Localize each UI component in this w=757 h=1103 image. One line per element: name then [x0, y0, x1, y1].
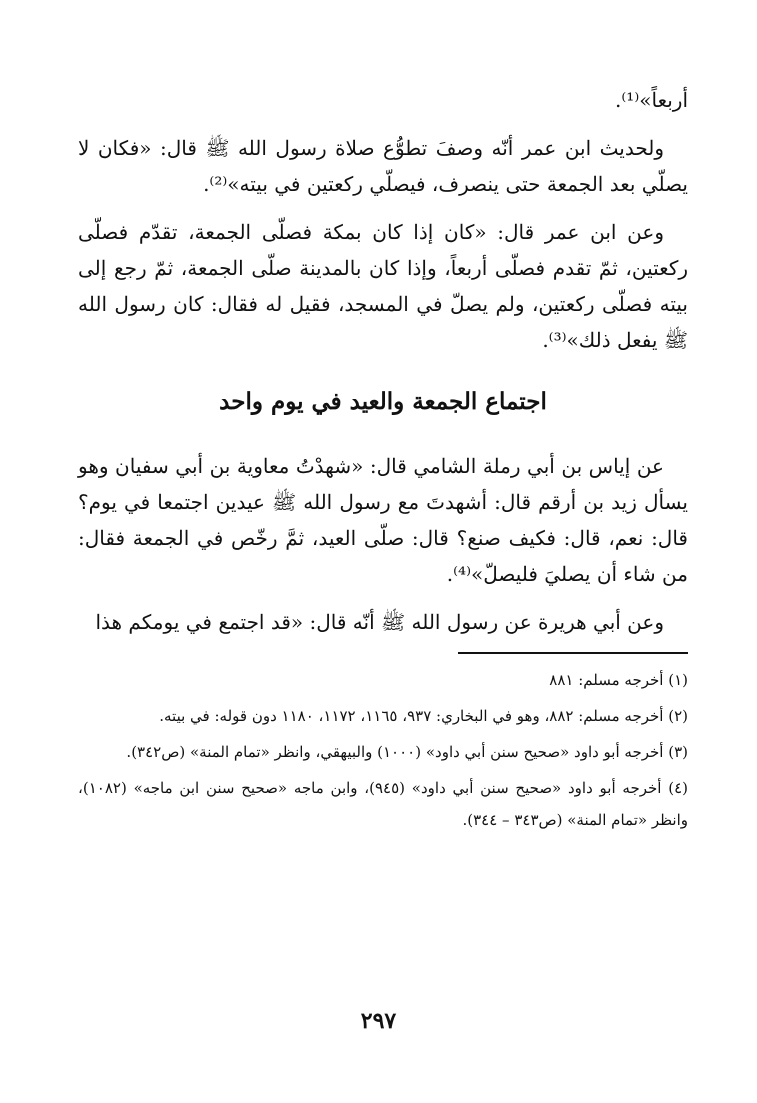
page-number: ٢٩٧ — [360, 1008, 397, 1034]
footnote-1: (١) أخرجه مسلم: ٨٨١ — [549, 671, 688, 689]
paragraph-iyas: عن إياس بن أبي رملة الشامي قال: «شهدْتُ معاوية بن أبي سفيان وهو يسأل زيد بن أرقم قال: أشهدتَ مع رسول الله ﷺ عيدين اجتمعا في يوم؟ قال: نعم، قال: فكيف صنع؟ قال: صلّى العيد، ثمَّ رخّص في الجمعة فقال: من شاء أن يصليَ فليصلّ»⁽⁴⁾. — [78, 454, 688, 586]
paragraph-abu-hurayra: وعن أبي هريرة عن رسول الله ﷺ أنّه قال: «قد اجتمع في يومكم هذا — [95, 610, 664, 634]
paragraph-ibn-umar-makkah: وعن ابن عمر قال: «كان إذا كان بمكة فصلّى الجمعة، تقدّم فصلّى ركعتين، ثمّ تقدم فصلّى أربعاً، وإذا كان بالمدينة صلّى الجمعة، ثمّ رجع إلى بيته فصلّى ركعتين، ولم يصلّ في المسجد، فقيل له فقال: كان رسول الله ﷺ يفعل ذلك»⁽³⁾. — [78, 220, 688, 352]
footnote-divider — [458, 652, 688, 654]
footnote-3: (٣) أخرجه أبو داود «صحيح سنن أبي داود» (١٠٠٠) والبيهقي، وانظر «تمام المنة» (ص٣٤٢). — [126, 743, 688, 761]
footnote-4: (٤) أخرجه أبو داود «صحيح سنن أبي داود» (٩٤٥)، وابن ماجه «صحيح سنن ابن ماجه» (١٠٨٢)، وانظر «تمام المنة» (ص٣٤٣ – ٣٤٤). — [78, 779, 688, 829]
paragraph-continuation: أربعاً»⁽¹⁾. — [615, 88, 688, 112]
paragraph-ibn-umar-hadith: ولحديث ابن عمر أنّه وصفَ تطوُّع صلاة رسول الله ﷺ قال: «فكان لا يصلّي بعد الجمعة حتى ينصرف، فيصلّي ركعتين في بيته»⁽²⁾. — [78, 136, 688, 196]
page-body — [78, 82, 688, 1072]
section-heading: اجتماع الجمعة والعيد في يوم واحد — [219, 388, 547, 415]
footnote-2: (٢) أخرجه مسلم: ٨٨٢، وهو في البخاري: ٩٣٧، ١١٦٥، ١١٧٢، ١١٨٠ دون قوله: في بيته. — [159, 707, 688, 725]
